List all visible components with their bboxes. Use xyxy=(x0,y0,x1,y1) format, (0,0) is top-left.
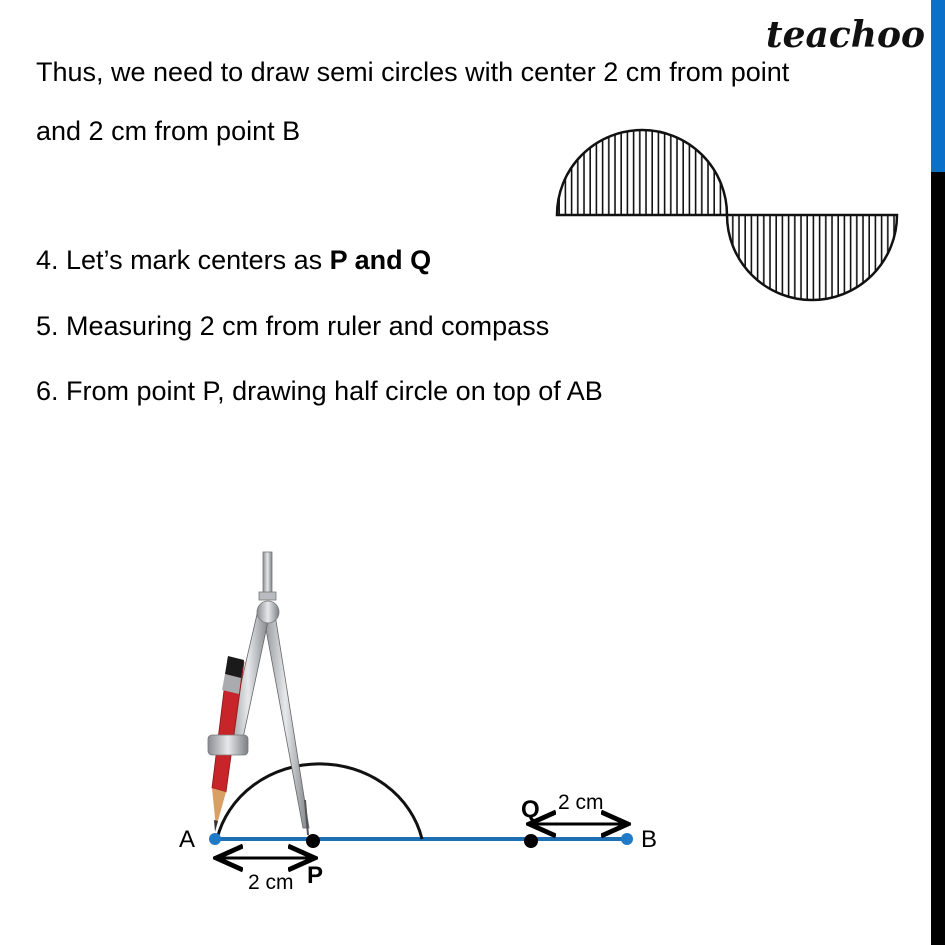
label-p: P xyxy=(307,862,324,889)
step-4-text: 4. Let’s mark centers as xyxy=(36,245,330,275)
point-b-dot xyxy=(621,833,633,845)
scrollbar-thumb[interactable] xyxy=(931,0,945,172)
dimension-label-qb: 2 cm xyxy=(558,791,604,814)
step-4 xyxy=(36,244,431,276)
point-a-dot xyxy=(209,833,221,845)
scrollbar[interactable] xyxy=(931,0,945,945)
teachoo-logo: teachoo xyxy=(766,14,925,56)
text-line-1: Thus, we need to draw semi circles with center 2 cm from point xyxy=(36,57,790,87)
step-5: 5. Measuring 2 cm from ruler and compass xyxy=(36,311,550,341)
label-q: Q xyxy=(521,796,540,823)
semicircle-arc xyxy=(217,764,422,839)
step-6: 6. From point P, drawing half circle on top of AB xyxy=(36,376,603,406)
label-a: A xyxy=(179,826,196,853)
construction-figure xyxy=(0,540,700,900)
step-4-bold: P and Q xyxy=(329,245,432,275)
dimension-label-ap: 2 cm xyxy=(248,871,294,894)
text-line-2: and 2 cm from point B xyxy=(36,116,301,146)
point-p-dot xyxy=(306,834,320,848)
hatched-semicircles-diagram xyxy=(550,125,905,310)
point-q-dot xyxy=(524,834,538,848)
label-b: B xyxy=(641,826,658,853)
